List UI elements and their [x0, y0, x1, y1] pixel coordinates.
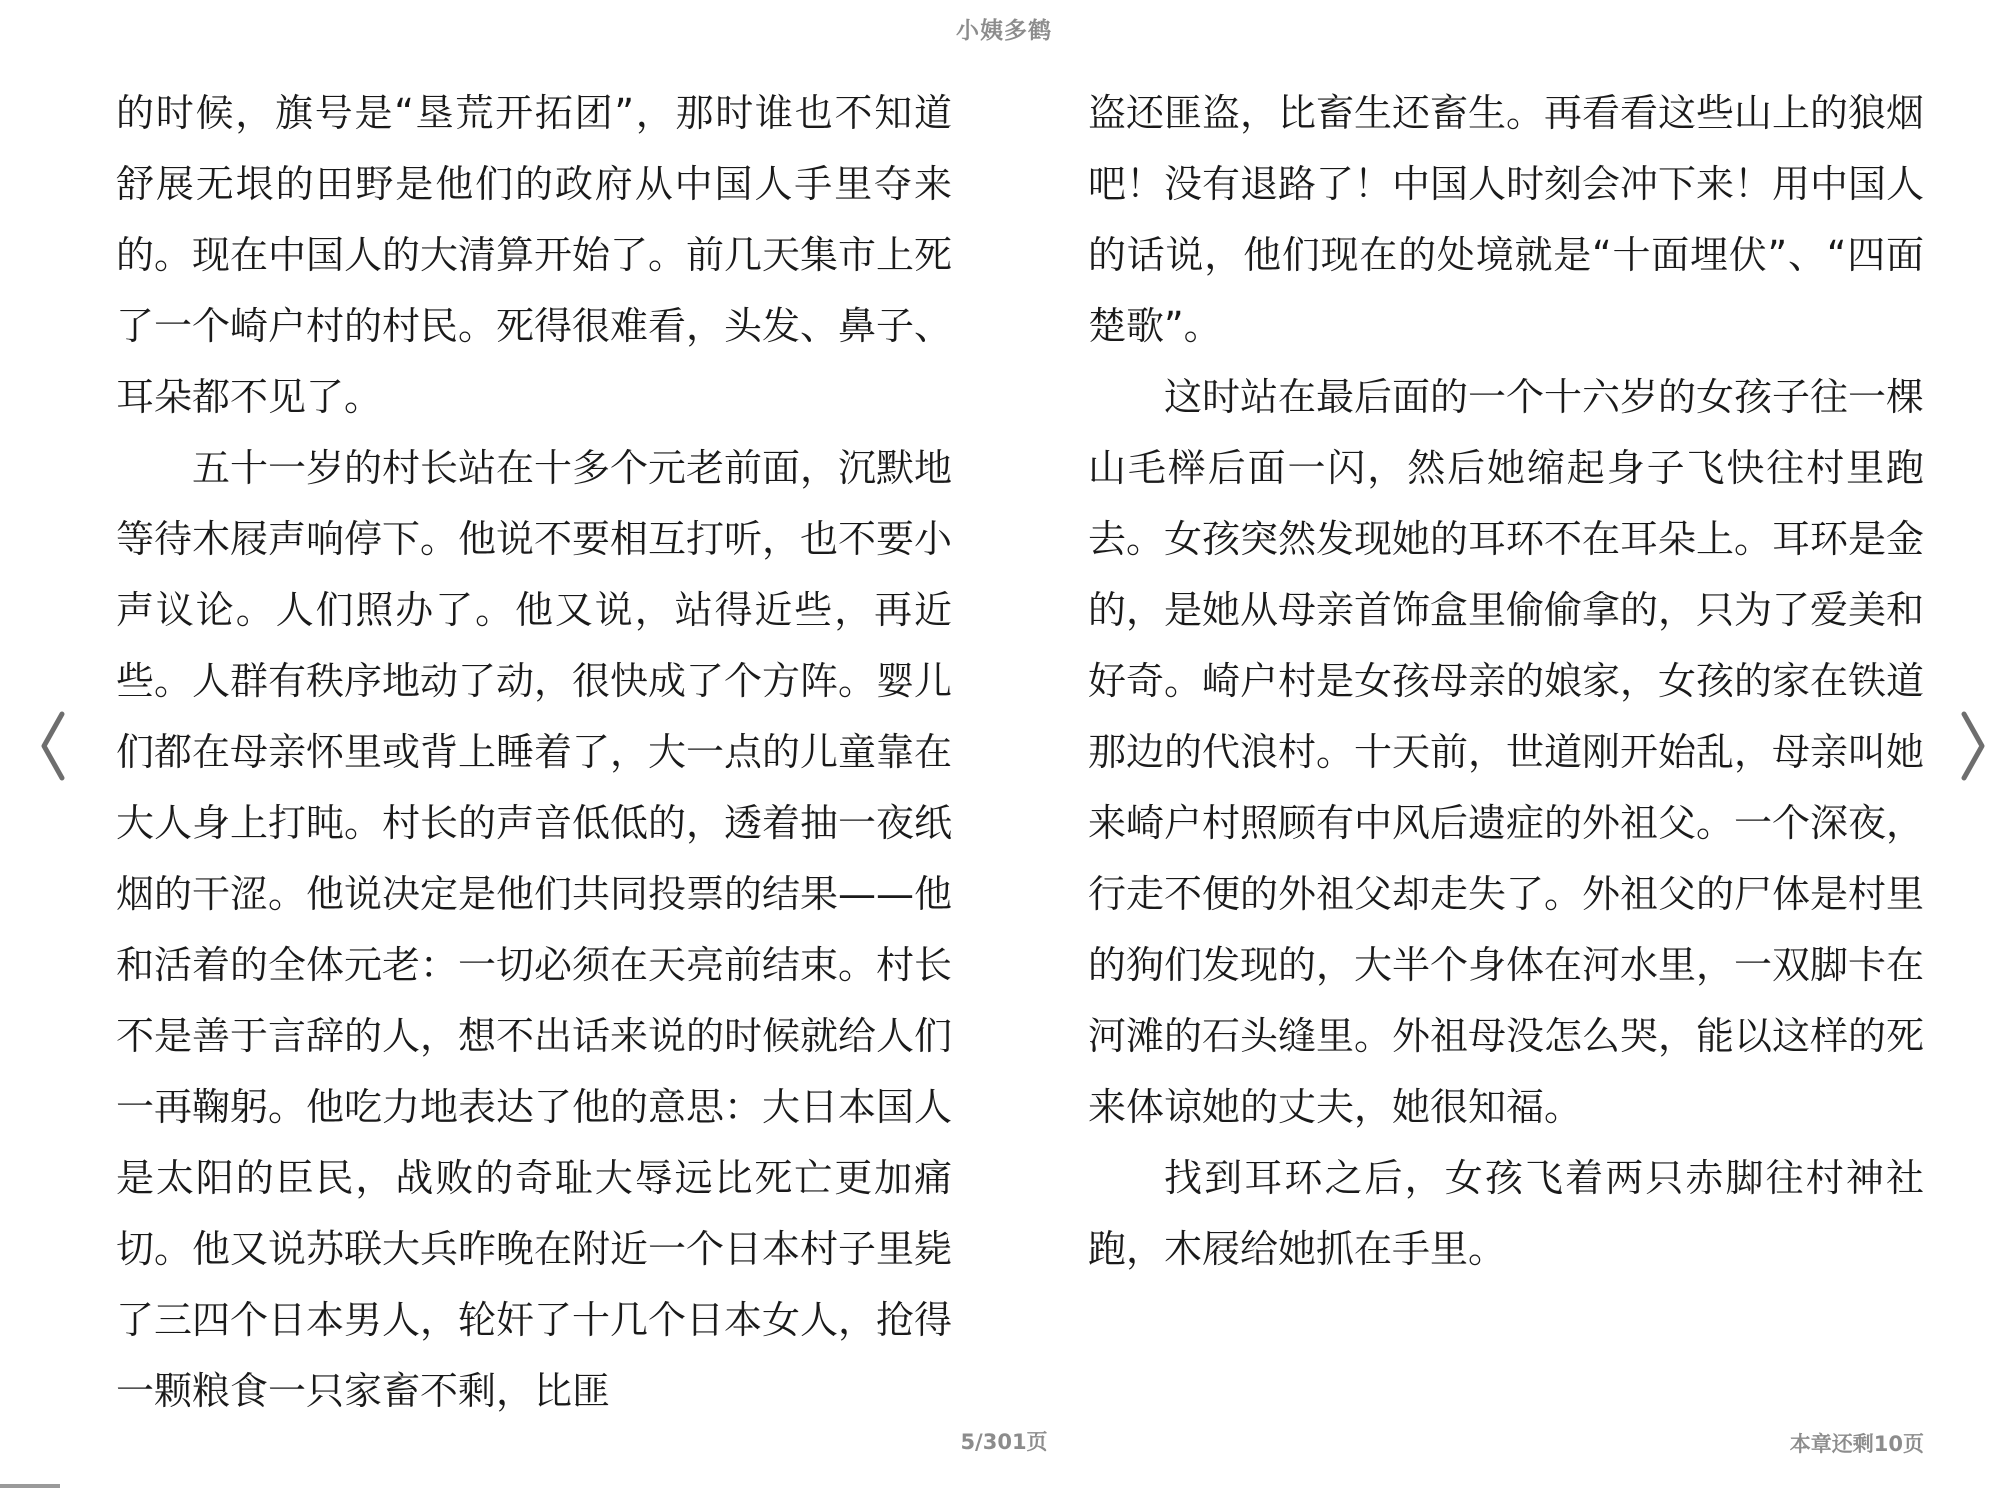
- left-page: [116, 78, 952, 1427]
- next-page-button[interactable]: [1952, 708, 1996, 784]
- page-indicator: 5/301页: [960, 1430, 1048, 1454]
- previous-page-button[interactable]: [30, 708, 74, 784]
- corner-mark: [0, 1484, 60, 1488]
- right-page-paragraph-2: 这时站在最后面的一个十六岁的女孩子往一棵山毛榉后面一闪，然后她缩起身子飞快往村里跑去。女孩突然发现她的耳环不在耳朵上。耳环是金的，是她从母亲首饰盒里偷偷拿的，只为了爱美和好奇。崎户村是女孩母亲的娘家，女孩的家在铁道那边的代浪村。十天前，世道刚开始乱，母亲叫她来崎户村照顾有中风后遗症的外祖父。一个深夜，行走不便的外祖父却走失了。外祖父的尸体是村里的狗们发现的，大半个身体在河水里，一双脚卡在河滩的石头缝里。外祖母没怎么哭，能以这样的死来体谅她的丈夫，她很知福。: [1088, 375, 1925, 1129]
- right-page: [1088, 78, 1924, 1285]
- chapter-remaining-label: 本章还剩10页: [1789, 1432, 1924, 1456]
- chevron-right-icon: [1952, 708, 1996, 784]
- chevron-left-icon: [30, 708, 74, 784]
- book-title: 小姨多鹤: [956, 18, 1052, 44]
- right-page-paragraph-3: 找到耳环之后，女孩飞着两只赤脚往村神社跑，木屐给她抓在手里。: [1088, 1156, 1924, 1271]
- right-page-paragraph-1: 盗还匪盗，比畜生还畜生。再看看这些山上的狼烟吧！没有退路了！中国人时刻会冲下来！用中国人的话说，他们现在的处境就是“十面埋伏”、“四面楚歌”。: [1088, 91, 1925, 348]
- left-page-paragraph-2: 五十一岁的村长站在十多个元老前面，沉默地等待木屐声响停下。他说不要相互打听，也不要小声议论。人们照办了。他又说，站得近些，再近些。人群有秩序地动了动，很快成了个方阵。婴儿们都在母亲怀里或背上睡着了，大一点的儿童靠在大人身上打盹。村长的声音低低的，透着抽一夜纸烟的干涩。他说决定是他们共同投票的结果——他和活着的全体元老：一切必须在天亮前结束。村长不是善于言辞的人，想不出话来说的时候就给人们一再鞠躬。他吃力地表达了他的意思：大日本国人是太阳的臣民，战败的奇耻大辱远比死亡更加痛切。他又说苏联大兵昨晚在附近一个日本村子里毙了三四个日本男人，轮奸了十几个日本女人，抢得一颗粮食一只家畜不剩，比匪: [116, 446, 953, 1413]
- left-page-paragraph-1: 的时候，旗号是“垦荒开拓团”，那时谁也不知道舒展无垠的田野是他们的政府从中国人手里夺来的。现在中国人的大清算开始了。前几天集市上死了一个崎户村的村民。死得很难看，头发、鼻子、耳朵都不见了。: [116, 91, 953, 419]
